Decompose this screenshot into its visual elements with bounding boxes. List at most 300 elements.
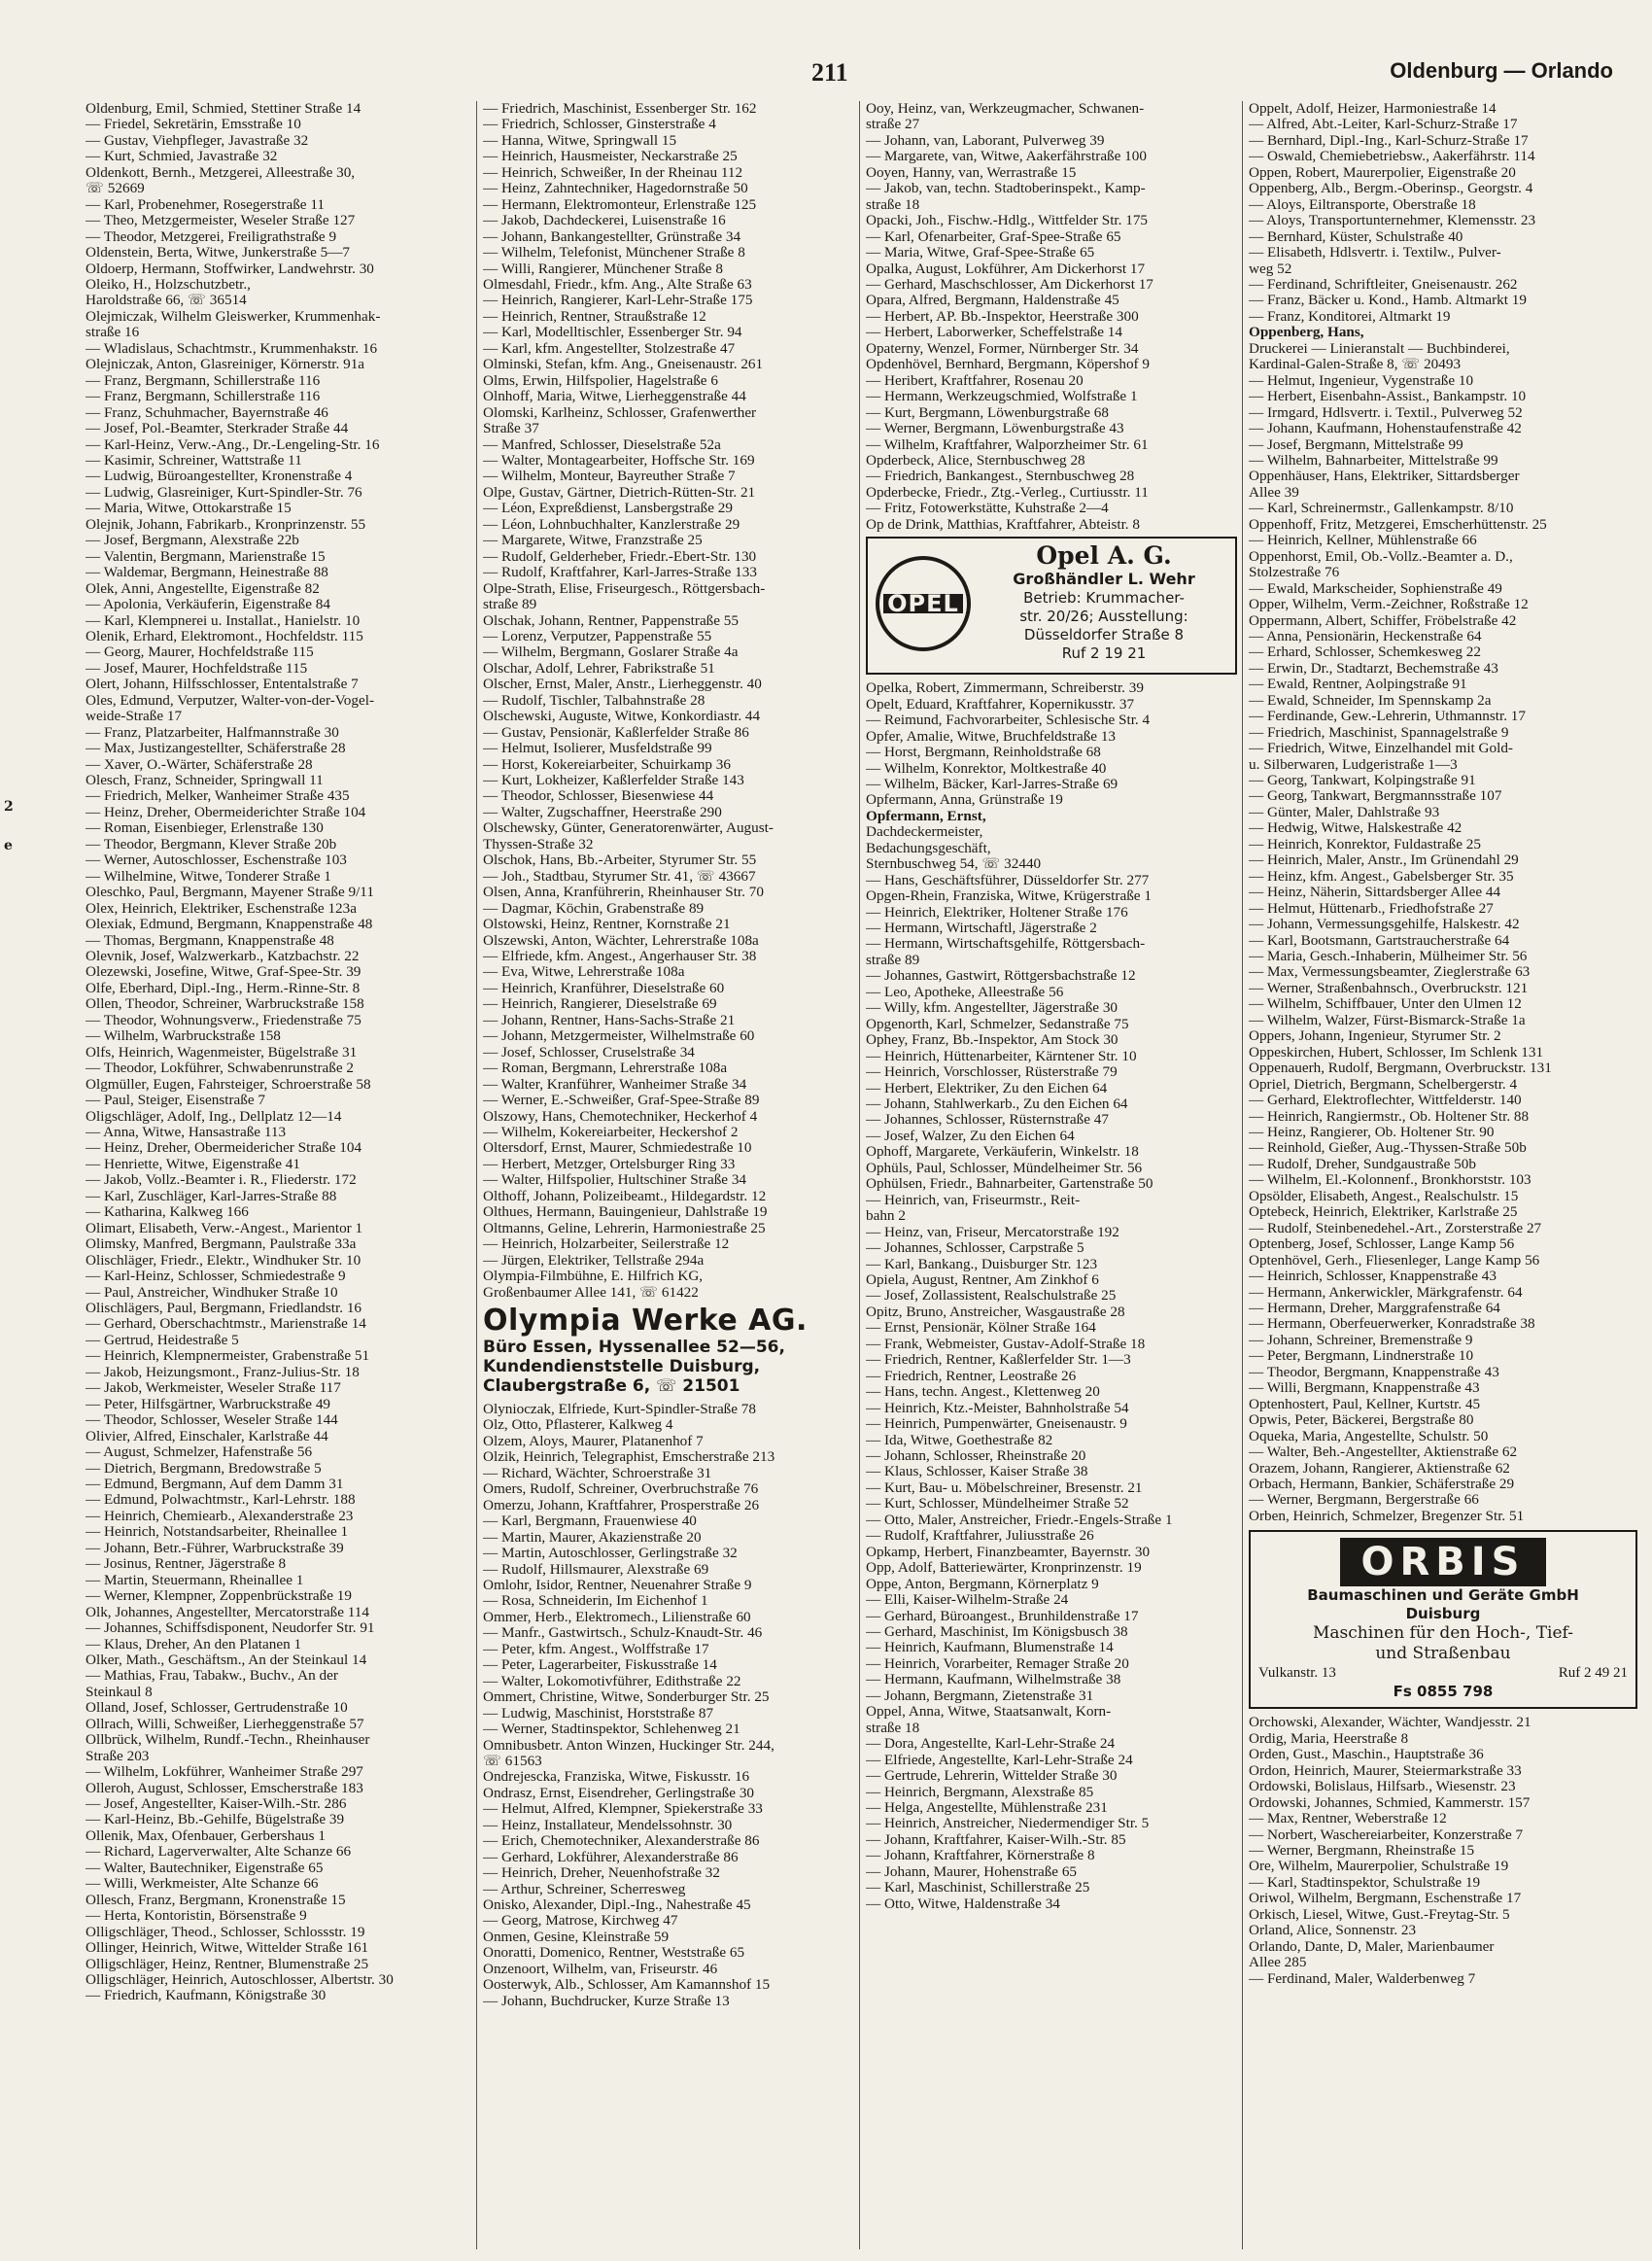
orbis-ad-line: Maschinen für den Hoch-, Tief- xyxy=(1313,1623,1573,1644)
directory-entry: — Franz, Bergmann, Schillerstraße 116 xyxy=(86,389,321,405)
directory-entry: — Johann, Schlosser, Rheinstraße 20 xyxy=(866,1447,1086,1464)
directory-entry: — Herbert, AP. Bb.-Inspektor, Heerstraße 300 xyxy=(866,308,1139,325)
directory-entry: — Elisabeth, Hdlsvertr. i. Textilw., Pulver- xyxy=(1249,245,1501,261)
directory-entry: straße 89 xyxy=(483,597,537,613)
directory-entry: — Herta, Kontoristin, Börsenstraße 9 xyxy=(86,1908,307,1925)
directory-entry: Oppel, Anna, Witwe, Staatsanwalt, Korn- xyxy=(866,1704,1112,1721)
directory-entry: — Frank, Webmeister, Gustav-Adolf-Straße 18 xyxy=(866,1336,1146,1352)
directory-entry: Omerzu, Johann, Kraftfahrer, Prosperstraße 26 xyxy=(483,1497,760,1513)
directory-entry: — Wilhelm, Monteur, Bayreuther Straße 7 xyxy=(483,469,736,485)
directory-entry: — Karl, Bootsmann, Gartstraucherstraße 64 xyxy=(1249,932,1510,949)
directory-entry: — Wilhelm, Telefonist, Münchener Straße 8 xyxy=(483,245,745,261)
directory-entry: — Eva, Witwe, Lehrerstraße 108a xyxy=(483,964,685,981)
directory-entry: Oldenkott, Bernh., Metzgerei, Alleestraße 30, xyxy=(86,164,356,181)
column-4 xyxy=(1242,101,1637,2249)
directory-entry: — Kurt, Bau- u. Möbelschreiner, Bresenstr. 21 xyxy=(866,1479,1143,1496)
directory-entry: — Max, Justizangestellter, Schäferstraße 28 xyxy=(86,741,346,757)
directory-entry: Opgen-Rhein, Franziska, Witwe, Krügerstraße 1 xyxy=(866,888,1152,905)
directory-entry: — Friedrich, Witwe, Einzelhandel mit Gold- xyxy=(1249,741,1513,757)
directory-entry: — Herbert, Laborwerker, Scheffelstraße 14 xyxy=(866,325,1122,341)
directory-entry: — Karl, Schreinermstr., Gallenkampstr. 8/10 xyxy=(1249,501,1514,517)
directory-entry: — Max, Rentner, Weberstraße 12 xyxy=(1249,1811,1447,1827)
directory-entry: — Johann, Buchdrucker, Kurze Straße 13 xyxy=(483,1993,730,2009)
directory-entry: — Theodor, Wohnungsverw., Friedenstraße 75 xyxy=(86,1012,361,1028)
directory-entry: — Heinrich, Schlosser, Knappenstraße 43 xyxy=(1249,1269,1497,1285)
directory-entry: — Anna, Pensionärin, Heckenstraße 64 xyxy=(1249,628,1482,644)
directory-entry: Oppenberg, Alb., Bergm.-Oberinsp., Georgstr. 4 xyxy=(1249,181,1533,197)
directory-entry: — Ewald, Rentner, Aolpingstraße 91 xyxy=(1249,677,1467,693)
directory-entry: Oppenberg, Hans, xyxy=(1249,325,1364,341)
directory-entry: Oqueka, Maria, Angestellte, Schulstr. 50 xyxy=(1249,1428,1489,1444)
directory-entry: — Heinrich, van, Friseurmstr., Reit- xyxy=(866,1192,1081,1208)
directory-entry: — Ferdinand, Maler, Walderbenweg 7 xyxy=(1249,1970,1476,1987)
directory-entry: — Franz, Schuhmacher, Bayernstraße 46 xyxy=(86,404,328,421)
directory-entry: Omers, Rudolf, Schreiner, Overbruchstraße 76 xyxy=(483,1481,759,1498)
orbis-ad-telex: Fs 0855 798 xyxy=(1393,1683,1494,1701)
olympia-ad-line: Claubergstraße 6, ☏ 21501 xyxy=(483,1375,740,1396)
directory-entry: — Theodor, Schlosser, Biesenwiese 44 xyxy=(483,788,714,805)
directory-entry: — Helmut, Isolierer, Musfeldstraße 99 xyxy=(483,741,712,757)
directory-entry: — Heinrich, Ktz.-Meister, Bahnholstraße 54 xyxy=(866,1400,1129,1416)
directory-entry: — Klaus, Dreher, An den Platanen 1 xyxy=(86,1636,302,1652)
directory-entry: — Josef, Schlosser, Cruselstraße 34 xyxy=(483,1044,695,1061)
orbis-ad-contact-row xyxy=(1258,1664,1628,1683)
directory-entry: Olstowski, Heinz, Rentner, Kornstraße 21 xyxy=(483,917,731,933)
directory-entry: Olk, Johannes, Angestellter, Mercatorstraße 114 xyxy=(86,1604,369,1620)
directory-entry: Onmen, Gesine, Kleinstraße 59 xyxy=(483,1929,670,1945)
directory-entry: Opelt, Eduard, Kraftfahrer, Kopernikusstr. 37 xyxy=(866,696,1135,713)
orbis-advertisement xyxy=(1249,1530,1637,1709)
directory-entry: — Günter, Maler, Dahlstraße 93 xyxy=(1249,804,1440,820)
directory-entry: — Friedrich, Rentner, Leostraße 26 xyxy=(866,1368,1077,1384)
directory-entry: — Friedrich, Schlosser, Ginsterstraße 4 xyxy=(483,117,716,133)
directory-entry: Opp, Adolf, Batteriewärter, Kronprinzenstr. 19 xyxy=(866,1560,1142,1577)
directory-entry: — Peter, Lagerarbeiter, Fiskusstraße 14 xyxy=(483,1657,717,1674)
directory-entry: — Elfriede, kfm. Angest., Angerhauser Str. 38 xyxy=(483,949,757,965)
directory-entry: — Theodor, Metzgerei, Freiligrathstraße 9 xyxy=(86,228,337,245)
directory-entry: Oppen, Robert, Maurerpolier, Eigenstraße 20 xyxy=(1249,164,1516,181)
directory-entry: — Ludwig, Maschinist, Horststraße 87 xyxy=(483,1705,714,1722)
directory-entry: Ollinger, Heinrich, Witwe, Wittelder Straße 161 xyxy=(86,1940,369,1957)
directory-entry: Olomski, Karlheinz, Schlosser, Grafenwerther xyxy=(483,404,757,421)
directory-entry: — Josef, Bergmann, Mittelstraße 99 xyxy=(1249,436,1463,453)
directory-entry: Olert, Johann, Hilfsschlosser, Ententalstraße 7 xyxy=(86,677,359,693)
directory-entry: — Hermann, Ankerwickler, Märkgrafenstr. 64 xyxy=(1249,1284,1523,1301)
directory-entry: — Kasimir, Schreiner, Wattstraße 11 xyxy=(86,452,302,469)
directory-entry: — Johann, Kraftfahrer, Körnerstraße 8 xyxy=(866,1848,1095,1864)
directory-entry: — Kurt, Schmied, Javastraße 32 xyxy=(86,149,278,165)
directory-entry: — Johann, Schreiner, Bremenstraße 9 xyxy=(1249,1332,1473,1348)
page-header xyxy=(0,58,1652,93)
directory-entry: Oppers, Johann, Ingenieur, Styrumer Str. 2 xyxy=(1249,1028,1501,1045)
directory-entry: Haroldstraße 66, ☏ 36514 xyxy=(86,293,247,309)
directory-entry: — Heinrich, Rentner, Straußstraße 12 xyxy=(483,308,706,325)
directory-entry: — Peter, kfm. Angest., Wolffstraße 17 xyxy=(483,1641,709,1657)
directory-entry: — Franz, Platzarbeiter, Halfmannstraße 30 xyxy=(86,724,339,741)
directory-entry: — Willi, Rangierer, Münchener Straße 8 xyxy=(483,261,723,277)
directory-entry: — Wilhelm, Kraftfahrer, Walporzheimer Str. 61 xyxy=(866,436,1149,453)
directory-entry: — Waldemar, Bergmann, Heinestraße 88 xyxy=(86,565,328,581)
directory-entry: — Theodor, Bergmann, Knappenstraße 43 xyxy=(1249,1364,1499,1380)
directory-entry: — Hermann, Kaufmann, Wilhelmstraße 38 xyxy=(866,1672,1121,1688)
directory-entry: — Wilhelm, Warbruckstraße 158 xyxy=(86,1028,281,1045)
directory-entry: — Karl, Stadtinspektor, Schulstraße 19 xyxy=(1249,1874,1481,1891)
directory-entry: Oriwol, Wilhelm, Bergmann, Eschenstraße 17 xyxy=(1249,1891,1522,1907)
directory-entry: — Heinrich, Hüttenarbeiter, Kärntener Str. 10 xyxy=(866,1048,1137,1064)
directory-entry: — Heinrich, Klempnermeister, Grabenstraße 51 xyxy=(86,1348,370,1365)
directory-entry: — Bernhard, Dipl.-Ing., Karl-Schurz-Straße 17 xyxy=(1249,132,1529,149)
directory-entry: — Wilhelm, Bahnarbeiter, Mittelstraße 99 xyxy=(1249,452,1498,469)
directory-entry: — Valentin, Bergmann, Marienstraße 15 xyxy=(86,548,326,565)
directory-entry: — Hermann, Werkzeugschmied, Wolfstraße 1 xyxy=(866,389,1138,405)
directory-entry: — Heinrich, Rangierer, Dieselstraße 69 xyxy=(483,996,717,1013)
directory-entry: Olympia-Filmbühne, E. Hilfrich KG, xyxy=(483,1269,704,1285)
directory-entry: Orben, Heinrich, Schmelzer, Bregenzer Str. 51 xyxy=(1249,1508,1525,1524)
directory-entry: Olfe, Eberhard, Dipl.-Ing., Herm.-Rinne-Str. 8 xyxy=(86,980,361,996)
directory-entry: straße 89 xyxy=(866,952,920,968)
directory-entry: — Josef, Bergmann, Alexstraße 22b xyxy=(86,533,299,549)
directory-entry: — Willi, Bergmann, Knappenstraße 43 xyxy=(1249,1380,1480,1397)
directory-entry: Olejmiczak, Wilhelm Gleiswerker, Krummenhak- xyxy=(86,308,381,325)
directory-entry: Opalka, August, Lokführer, Am Dickerhorst 17 xyxy=(866,261,1146,277)
directory-entry: — Werner, E.-Schweißer, Graf-Spee-Straße 89 xyxy=(483,1093,760,1109)
directory-entry: — Dora, Angestellte, Karl-Lehr-Straße 24 xyxy=(866,1736,1116,1753)
directory-entry: — Aloys, Transportunternehmer, Klemensstr. 23 xyxy=(1249,213,1536,229)
directory-entry: — Elfriede, Angestellte, Karl-Lehr-Straße 24 xyxy=(866,1752,1133,1768)
directory-entry: — Gertrud, Heidestraße 5 xyxy=(86,1332,239,1348)
directory-entry: — Johann, Maurer, Hohenstraße 65 xyxy=(866,1863,1078,1880)
directory-entry: Oldenburg, Emil, Schmied, Stettiner Straße 14 xyxy=(86,101,361,117)
directory-entry: — Leo, Apotheke, Alleestraße 56 xyxy=(866,984,1064,1000)
column-2 xyxy=(476,101,854,2249)
directory-entry: Opfer, Amalie, Witwe, Bruchfeldstraße 13 xyxy=(866,728,1117,745)
column-3 xyxy=(859,101,1237,2249)
directory-entry: — Karl-Heinz, Verw.-Ang., Dr.-Lengeling-Str. 16 xyxy=(86,436,380,453)
directory-entry: Orkisch, Liesel, Witwe, Gust.-Freytag-Str. 5 xyxy=(1249,1906,1510,1923)
directory-entry: — Herbert, Eisenbahn-Assist., Bankampstr. 10 xyxy=(1249,389,1527,405)
directory-entry: Oppenauerh, Rudolf, Bergmann, Overbruckstr. 131 xyxy=(1249,1061,1552,1077)
directory-entry: — Hermann, Oberfeuerwerker, Konradstraße 38 xyxy=(1249,1316,1535,1333)
directory-entry: — Johannes, Schlosser, Rüsternstraße 47 xyxy=(866,1112,1109,1129)
directory-entry: Oltersdorf, Ernst, Maurer, Schmiedestraße 10 xyxy=(483,1140,752,1157)
directory-entry: — Hans, Geschäftsführer, Düsseldorfer Str. 277 xyxy=(866,872,1150,888)
directory-entry: Onzenoort, Wilhelm, van, Friseurstr. 46 xyxy=(483,1961,718,1977)
directory-entry: Olminski, Stefan, kfm. Ang., Gneisenaustr. 261 xyxy=(483,357,764,373)
directory-entry: — Johannes, Gastwirt, Röttgersbachstraße 12 xyxy=(866,968,1136,985)
directory-entry: Olzem, Aloys, Maurer, Platanenhof 7 xyxy=(483,1433,704,1449)
directory-entry: Kardinal-Galen-Straße 8, ☏ 20493 xyxy=(1249,357,1462,373)
directory-entry: — Johannes, Schlosser, Carpstraße 5 xyxy=(866,1240,1084,1257)
directory-entry: Ophey, Franz, Bb.-Inspektor, Am Stock 30 xyxy=(866,1032,1119,1049)
directory-entry: Ollen, Theodor, Schreiner, Warbruckstraße 158 xyxy=(86,996,364,1013)
directory-entry: — Max, Vermessungsbeamter, Zieglerstraße 63 xyxy=(1249,964,1531,981)
directory-entry: — Rosa, Schneiderin, Im Eichenhof 1 xyxy=(483,1593,708,1610)
directory-entry: Olthues, Hermann, Bauingenieur, Dahlstraße 19 xyxy=(483,1204,768,1221)
directory-columns xyxy=(86,101,1636,2249)
directory-entry: — Gerhard, Maschinist, Im Königsbusch 38 xyxy=(866,1623,1128,1640)
directory-entry: — Maria, Witwe, Ottokarstraße 15 xyxy=(86,501,292,517)
directory-entry: — Georg, Tankwart, Bergmannsstraße 107 xyxy=(1249,788,1502,805)
directory-entry: — Paul, Steiger, Eisenstraße 7 xyxy=(86,1093,265,1109)
directory-entry: straße 18 xyxy=(866,1720,920,1736)
directory-entry: — Franz, Bergmann, Schillerstraße 116 xyxy=(86,372,321,389)
directory-entry: Olsen, Anna, Kranführerin, Rheinhauser Str. 70 xyxy=(483,885,764,901)
directory-entry: — Heribert, Kraftfahrer, Rosenau 20 xyxy=(866,372,1084,389)
directory-entry: — Heinz, Zahntechniker, Hagedornstraße 50 xyxy=(483,181,748,197)
directory-entry: weide-Straße 17 xyxy=(86,709,183,725)
directory-entry: — Peter, Bergmann, Lindnerstraße 10 xyxy=(1249,1348,1474,1365)
directory-entry: — Horst, Bergmann, Reinholdstraße 68 xyxy=(866,745,1101,761)
column-1 xyxy=(86,101,463,2249)
directory-entry: — Léon, Expreßdienst, Lansbergstraße 29 xyxy=(483,501,733,517)
directory-entry: — Johann, Bergmann, Zietenstraße 31 xyxy=(866,1687,1094,1704)
directory-entry: — Friedrich, Rentner, Kaßlerfelder Str. 1—3 xyxy=(866,1352,1131,1369)
directory-entry: — Hermann, Wirtschaftl, Jägerstraße 2 xyxy=(866,921,1097,937)
directory-entry: — Reimund, Fachvorarbeiter, Schlesische Str. 4 xyxy=(866,713,1151,729)
directory-entry: — Manfred, Schlosser, Dieselstraße 52a xyxy=(483,436,721,453)
directory-entry: Orchowski, Alexander, Wächter, Wandjesstr. 21 xyxy=(1249,1715,1532,1731)
directory-entry: Oligschläger, Adolf, Ing., Dellplatz 12—14 xyxy=(86,1108,342,1125)
directory-entry: — Maria, Witwe, Graf-Spee-Straße 65 xyxy=(866,245,1095,261)
opel-advertisement xyxy=(866,537,1237,675)
directory-entry: — Mathias, Frau, Tabakw., Buchv., An der xyxy=(86,1668,338,1685)
orbis-ad-line: Baumaschinen und Geräte GmbH xyxy=(1307,1586,1579,1605)
directory-entry: — Richard, Lagerverwalter, Alte Schanze 66 xyxy=(86,1844,352,1861)
opel-ad-line: Ruf 2 19 21 xyxy=(1061,644,1147,663)
directory-entry: — Ewald, Markscheider, Sophienstraße 49 xyxy=(1249,580,1502,597)
directory-entry: Op de Drink, Matthias, Kraftfahrer, Abteistr. 8 xyxy=(866,516,1140,533)
opel-ad-line: Betrieb: Krummacher- xyxy=(1023,589,1185,608)
directory-entry: Ommer, Herb., Elektromech., Lilienstraße 60 xyxy=(483,1609,751,1625)
directory-entry: — Wilhelm, Schiffbauer, Unter den Ulmen 12 xyxy=(1249,996,1522,1013)
margin-mark: e xyxy=(4,838,13,853)
directory-entry: — Friedel, Sekretärin, Emsstraße 10 xyxy=(86,117,301,133)
directory-entry: — Bernhard, Küster, Schulstraße 40 xyxy=(1249,228,1463,245)
directory-entry: — Werner, Klempner, Zoppenbrückstraße 19 xyxy=(86,1588,352,1605)
directory-entry: — Reinhold, Gießer, Aug.-Thyssen-Straße 50b xyxy=(1249,1140,1527,1157)
directory-entry: Opderbeck, Alice, Sternbuschweg 28 xyxy=(866,452,1085,469)
directory-entry: Olschewsky, Günter, Generatorenwärter, August- xyxy=(483,820,774,837)
directory-entry: — Karl-Heinz, Schlosser, Schmiedestraße 9 xyxy=(86,1269,346,1285)
directory-entry: — Karl-Heinz, Bb.-Gehilfe, Bügelstraße 39 xyxy=(86,1812,345,1828)
directory-entry: Thyssen-Straße 32 xyxy=(483,836,594,852)
orbis-ad-phone: Ruf 2 49 21 xyxy=(1558,1665,1628,1682)
directory-entry: — Rudolf, Kraftfahrer, Karl-Jarres-Straße 133 xyxy=(483,565,757,581)
directory-entry: — Friedrich, Maschinist, Spannagelstraße 9 xyxy=(1249,724,1509,741)
directory-entry: Opsölder, Elisabeth, Angest., Realschulstr. 15 xyxy=(1249,1188,1519,1204)
directory-entry: — Roman, Bergmann, Lehrerstraße 108a xyxy=(483,1061,728,1077)
directory-entry: Orazem, Johann, Rangierer, Aktienstraße 62 xyxy=(1249,1460,1510,1477)
directory-entry: straße 18 xyxy=(866,196,920,213)
directory-entry: — Heinrich, Pumpenwärter, Gneisenaustr. 9 xyxy=(866,1416,1127,1433)
directory-entry: Opderbecke, Friedr., Ztg.-Verleg., Curtiusstr. 11 xyxy=(866,484,1149,501)
directory-entry: Olms, Erwin, Hilfspolier, Hagelstraße 6 xyxy=(483,372,718,389)
directory-entry: — Lorenz, Verputzer, Pappenstraße 55 xyxy=(483,628,712,644)
directory-entry: — Walter, Zugschaffner, Heerstraße 290 xyxy=(483,804,722,820)
directory-entry: — Fritz, Fotowerkstätte, Kuhstraße 2—4 xyxy=(866,501,1109,517)
directory-entry: — Johann, Kaufmann, Hohenstaufenstraße 42 xyxy=(1249,421,1522,437)
directory-entry: — Hanna, Witwe, Springwall 15 xyxy=(483,132,677,149)
directory-entry: — Irmgard, Hdlsvertr. i. Textil., Pulverweg 52 xyxy=(1249,404,1523,421)
directory-entry: — Rudolf, Hillsmaurer, Alexstraße 69 xyxy=(483,1561,709,1578)
directory-entry: — Jakob, Werkmeister, Weseler Straße 117 xyxy=(86,1380,341,1397)
directory-entry: Großenbaumer Allee 141, ☏ 61422 xyxy=(483,1284,699,1301)
directory-entry: — Wilhelm, Lokführer, Wanheimer Straße 297 xyxy=(86,1764,363,1781)
directory-entry: Olenik, Erhard, Elektromont., Hochfeldstr. 115 xyxy=(86,628,363,644)
directory-entry: — Ludwig, Glasreiniger, Kurt-Spindler-Str. 76 xyxy=(86,484,362,501)
directory-entry: Stolzestraße 76 xyxy=(1249,565,1340,581)
directory-entry: Opitz, Bruno, Anstreicher, Wasgaustraße 28 xyxy=(866,1304,1125,1320)
directory-entry: Opriel, Dietrich, Bergmann, Schelbergerstr. 4 xyxy=(1249,1076,1518,1093)
directory-entry: — Karl, kfm. Angestellter, Stolzestraße 47 xyxy=(483,340,736,357)
opel-logo-icon xyxy=(876,556,971,651)
directory-entry: — Jürgen, Elektriker, Tellstraße 294a xyxy=(483,1252,705,1269)
directory-entry: Oleschko, Paul, Bergmann, Mayener Straße 9/11 xyxy=(86,885,374,901)
directory-entry: — Josef, Maurer, Hochfeldstraße 115 xyxy=(86,660,308,677)
directory-entry: — Karl, Maschinist, Schillerstraße 25 xyxy=(866,1880,1090,1896)
directory-entry: — Heinz, Installateur, Mendelssohnstr. 30 xyxy=(483,1817,733,1833)
directory-entry: Ollbrück, Wilhelm, Rundf.-Techn., Rheinhauser xyxy=(86,1732,370,1749)
directory-entry: — Heinrich, Bergmann, Alexstraße 85 xyxy=(866,1784,1094,1800)
directory-entry: Olzik, Heinrich, Telegraphist, Emscherstraße 213 xyxy=(483,1449,775,1466)
directory-entry: Olejnik, Johann, Fabrikarb., Kronprinzenstr. 55 xyxy=(86,516,366,533)
directory-entry: — Hans, techn. Angest., Klettenweg 20 xyxy=(866,1384,1100,1401)
directory-entry: — Werner, Bergmann, Bergerstraße 66 xyxy=(1249,1492,1479,1509)
directory-entry: — Walter, Hilfspolier, Hultschiner Straße 34 xyxy=(483,1172,747,1189)
directory-entry: — Friedrich, Melker, Wanheimer Straße 435 xyxy=(86,788,350,805)
directory-entry: — Elli, Kaiser-Wilhelm-Straße 24 xyxy=(866,1592,1069,1609)
directory-entry: Straße 37 xyxy=(483,421,539,437)
directory-entry: — Jakob, Vollz.-Beamter i. R., Fliederstr. 172 xyxy=(86,1172,357,1189)
directory-entry: Oppenhoff, Fritz, Metzgerei, Emscherhüttenstr. 25 xyxy=(1249,516,1547,533)
directory-entry: — Heinrich, Vorschlosser, Rüsterstraße 79 xyxy=(866,1064,1118,1081)
directory-entry: Ollesch, Franz, Bergmann, Kronenstraße 15 xyxy=(86,1892,346,1908)
directory-entry: — Kurt, Lokheizer, Kaßlerfelder Straße 143 xyxy=(483,773,744,789)
directory-entry: — Wilhelmine, Witwe, Tonderer Straße 1 xyxy=(86,868,331,885)
directory-entry: Allee 39 xyxy=(1249,484,1299,501)
directory-entry: — Norbert, Waschereiarbeiter, Konzerstraße 7 xyxy=(1249,1826,1524,1843)
directory-entry: Olezewski, Josefine, Witwe, Graf-Spee-Str. 39 xyxy=(86,964,361,981)
directory-entry: Omlohr, Isidor, Rentner, Neuenahrer Straße 9 xyxy=(483,1577,752,1593)
directory-entry: — Karl, Klempnerei u. Installat., Hanielstr. 10 xyxy=(86,612,361,629)
directory-entry: — Martin, Maurer, Akazienstraße 20 xyxy=(483,1529,702,1546)
directory-entry: — Gerhard, Lokführer, Alexanderstraße 86 xyxy=(483,1849,739,1865)
directory-entry: — Otto, Witwe, Haldenstraße 34 xyxy=(866,1896,1060,1912)
directory-entry: Oppenhäuser, Hans, Elektriker, Sittardsberger xyxy=(1249,469,1520,485)
directory-entry: Ommert, Christine, Witwe, Sonderburger Str. 25 xyxy=(483,1689,770,1706)
directory-entry: ☏ 61563 xyxy=(483,1753,542,1769)
directory-entry: — Karl, Probenehmer, Rosegerstraße 11 xyxy=(86,196,325,213)
directory-entry: — Rudolf, Kraftfahrer, Juliusstraße 26 xyxy=(866,1528,1094,1545)
directory-entry: — Heinrich, Rangierer, Karl-Lehr-Straße 175 xyxy=(483,293,753,309)
directory-entry: Oltmanns, Geline, Lehrerin, Harmoniestraße 25 xyxy=(483,1220,766,1236)
directory-entry: — Margarete, van, Witwe, Aakerfährstraße 100 xyxy=(866,149,1147,165)
directory-entry: Oleiko, H., Holzschutzbetr., xyxy=(86,276,251,293)
directory-entry: Ophülsen, Friedr., Bahnarbeiter, Gartenstraße 50 xyxy=(866,1176,1153,1193)
directory-entry: — Friedrich, Bankangest., Sternbuschweg 28 xyxy=(866,469,1135,485)
directory-entry: Olivier, Alfred, Einschaler, Karlstraße 44 xyxy=(86,1428,328,1444)
directory-entry: — Karl, Bergmann, Frauenwiese 40 xyxy=(483,1513,697,1530)
directory-entry: — Walter, Beh.-Angestellter, Aktienstraße 62 xyxy=(1249,1444,1518,1461)
directory-entry: — Theodor, Schlosser, Weseler Straße 144 xyxy=(86,1412,338,1429)
olympia-ad-line: Büro Essen, Hyssenallee 52—56, xyxy=(483,1337,785,1357)
directory-entry: Opdenhövel, Bernhard, Bergmann, Köpershof 9 xyxy=(866,357,1151,373)
directory-entry: — Herbert, Elektriker, Zu den Eichen 64 xyxy=(866,1080,1108,1096)
directory-entry: — Helmut, Hüttenarb., Friedhofstraße 27 xyxy=(1249,900,1494,917)
directory-entry: Optenberg, Josef, Schlosser, Lange Kamp 56 xyxy=(1249,1236,1515,1253)
directory-entry: — Kurt, Bergmann, Löwenburgstraße 68 xyxy=(866,404,1109,421)
directory-entry: — August, Schmelzer, Hafenstraße 56 xyxy=(86,1444,313,1461)
directory-entry: — Johannes, Schiffsdisponent, Neudorfer Str. 91 xyxy=(86,1620,375,1637)
column-3-entries-a xyxy=(866,101,1237,533)
directory-entry: — Gertrude, Lehrerin, Wittelder Straße 30 xyxy=(866,1768,1118,1785)
directory-entry: — Heinz, Dreher, Obermeiderichter Straße 104 xyxy=(86,804,366,820)
directory-entry: straße 16 xyxy=(86,325,140,341)
directory-entry: — Wilhelm, Walzer, Fürst-Bismarck-Straße 1a xyxy=(1249,1012,1526,1028)
directory-entry: Ondrejescka, Franziska, Witwe, Fiskusstr. 16 xyxy=(483,1769,750,1786)
directory-entry: Ore, Wilhelm, Maurerpolier, Schulstraße 19 xyxy=(1249,1859,1509,1875)
directory-entry: — Karl, Zuschläger, Karl-Jarres-Straße 88 xyxy=(86,1188,337,1204)
directory-entry: — Friedrich, Kaufmann, Königstraße 30 xyxy=(86,1988,327,2004)
directory-entry: Opara, Alfred, Bergmann, Haldenstraße 45 xyxy=(866,293,1119,309)
directory-entry: Olischläger, Friedr., Elektr., Windhuker Str. 10 xyxy=(86,1252,361,1269)
directory-entry: — Heinz, van, Friseur, Mercatorstraße 192 xyxy=(866,1224,1119,1240)
directory-entry: Oppermann, Albert, Schiffer, Fröbelstraße 42 xyxy=(1249,612,1517,629)
directory-entry: Orbach, Hermann, Bankier, Schäferstraße 29 xyxy=(1249,1476,1515,1492)
directory-entry: — Gustav, Pensionär, Kaßlerfelder Straße 86 xyxy=(483,724,749,741)
directory-entry: — Ida, Witwe, Goethestraße 82 xyxy=(866,1432,1053,1448)
directory-entry: — Heinz, kfm. Angest., Gabelsberger Str. 35 xyxy=(1249,868,1514,885)
directory-entry: Olischlägers, Paul, Bergmann, Friedlandstr. 16 xyxy=(86,1300,362,1316)
directory-entry: Opper, Wilhelm, Verm.-Zeichner, Roßstraße 12 xyxy=(1249,597,1529,613)
directory-entry: Oosterwyk, Alb., Schlosser, Am Kamannshof 15 xyxy=(483,1977,771,1994)
directory-entry: — Josinus, Rentner, Jägerstraße 8 xyxy=(86,1556,287,1573)
directory-entry: Ordowski, Johannes, Schmied, Kammerstr. 157 xyxy=(1249,1794,1531,1811)
directory-entry: — Edmund, Polwachtmstr., Karl-Lehrstr. 188 xyxy=(86,1492,356,1509)
directory-entry: Steinkaul 8 xyxy=(86,1684,153,1700)
directory-entry: — Heinrich, Elektriker, Holtener Straße 176 xyxy=(866,904,1128,921)
directory-entry: — Rudolf, Steinbenedehel.-Art., Zorsterstraße 27 xyxy=(1249,1220,1542,1236)
directory-entry: — Rudolf, Tischler, Talbahnstraße 28 xyxy=(483,692,706,709)
directory-entry: — Margarete, Witwe, Franzstraße 25 xyxy=(483,533,703,549)
directory-entry: — Jakob, Dachdeckerei, Luisenstraße 16 xyxy=(483,213,726,229)
directory-entry: — Theo, Metzgermeister, Weseler Straße 127 xyxy=(86,213,356,229)
directory-entry: — Gerhard, Maschschlosser, Am Dickerhorst 17 xyxy=(866,276,1153,293)
directory-entry: — Peter, Hilfsgärtner, Warbruckstraße 49 xyxy=(86,1396,331,1412)
directory-entry: — Thomas, Bergmann, Knappenstraße 48 xyxy=(86,932,334,949)
directory-entry: — Josef, Walzer, Zu den Eichen 64 xyxy=(866,1128,1075,1144)
directory-entry: — Georg, Maurer, Hochfeldstraße 115 xyxy=(86,644,314,661)
directory-entry: Olfs, Heinrich, Wagenmeister, Bügelstraße 31 xyxy=(86,1044,358,1061)
directory-entry: Omnibusbetr. Anton Winzen, Huckinger Str. 244, xyxy=(483,1737,774,1754)
directory-entry: — Heinrich, Rangiermstr., Ob. Holtener Str. 88 xyxy=(1249,1108,1530,1125)
directory-entry: Olevnik, Josef, Walzwerkarb., Katzbachstr. 22 xyxy=(86,949,360,965)
directory-entry: — Heinrich, Kranführer, Dieselstraße 60 xyxy=(483,980,725,996)
directory-entry: Olschok, Hans, Bb.-Arbeiter, Styrumer Str. 55 xyxy=(483,852,757,869)
directory-entry: Optenhövel, Gerh., Fliesenleger, Lange Kamp 56 xyxy=(1249,1252,1540,1269)
directory-entry: — Helmut, Alfred, Klempner, Spiekerstraße 33 xyxy=(483,1801,763,1818)
directory-entry: Olschak, Johann, Rentner, Pappenstraße 55 xyxy=(483,612,739,629)
directory-entry: Onoratti, Domenico, Rentner, Weststraße 65 xyxy=(483,1945,745,1962)
directory-entry: Sternbuschweg 54, ☏ 32440 xyxy=(866,856,1042,873)
directory-entry: Olschewski, Auguste, Witwe, Konkordiastr. 44 xyxy=(483,709,761,725)
directory-entry: — Theodor, Bergmann, Klever Straße 20b xyxy=(86,836,337,852)
page-number: 211 xyxy=(811,58,848,87)
directory-entry: — Herbert, Metzger, Ortelsburger Ring 33 xyxy=(483,1156,736,1172)
olympia-advertisement xyxy=(483,1304,854,1396)
directory-entry: — Wilhelm, Kokereiarbeiter, Heckershof 2 xyxy=(483,1125,739,1140)
directory-entry: — Hermann, Dreher, Marggrafenstraße 64 xyxy=(1249,1300,1500,1316)
